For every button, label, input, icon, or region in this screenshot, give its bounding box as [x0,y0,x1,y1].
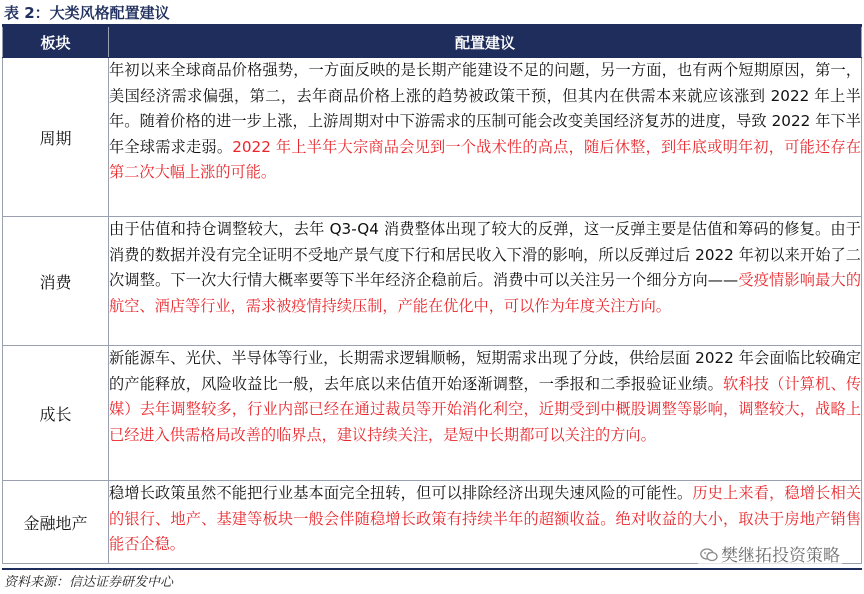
watermark-text: 樊继拓投资策略 [721,546,840,566]
advice-text: 由于估值和持仓调整较大，去年 Q3-Q4 消费整体出现了较大的反弹，这一反弹主要是估值和筹码的修复。由于消费的数据并没有完全证明不受地产景气度下行和居民收入下滑的影响，所以反弹过后 2022 年初以来开始了二次调整。下一次大行情大概率要等下半年经济企稳前后。消费中可以关注另一个细分方向—— [109,220,861,290]
advice-highlight: 2022 年上半年大宗商品会见到一个战术性的高点，随后休整，到年底或明年初，可能还存在第二次大幅上涨的可能。 [109,137,862,182]
advice-text: 稳增长政策虽然不能把行业基本面完全扭转，但可以排除经济出现失速风险的可能性。 [109,484,693,502]
table-row [3,58,862,217]
watermark [698,541,842,566]
advice-cell [109,217,862,346]
sector-cell: 金融地产 [3,481,109,564]
advice-highlight: 软科技（计算机、传媒）去年调整较多，行业内部已经在通过裁员等开始消化利空，近期受到中概股调整等影响，调整较大，战略上已经进入供需格局改善的临界点，建议持续关注，是短中长期都可以关注的方向。 [109,374,862,444]
table-bottom-rule [2,568,862,570]
header-sector: 板块 [3,26,109,58]
advice-cell [109,346,862,481]
table-row [3,217,862,346]
table-row [3,346,862,481]
advice-cell [109,58,862,217]
sector-cell: 消费 [3,217,109,346]
sector-cell: 周期 [3,58,109,217]
table-title: 表 2：大类风格配置建议 [4,4,170,22]
allocation-table [2,24,862,564]
source-note: 资料来源：信达证券研发中心 [4,575,174,590]
advice-highlight: 受疫情影响最大的航空、酒店等行业，需求被疫情持续压制，产能在优化中，可以作为年度关注方向。 [109,271,862,315]
sector-cell: 成长 [3,346,109,481]
advice-highlight: 历史上来看，稳增长相关的银行、地产、基建等板块一般会伴随稳增长政策有持续半年的超额收益。绝对收益的大小，取决于房地产销售能否企稳。 [109,484,862,554]
advice-text: 新能源车、光伏、半导体等行业，长期需求逻辑顺畅，短期需求出现了分歧，供给层面 2022 年会面临比较确定的产能释放，风险收益比一般，去年底以来估值开始逐渐调整，一季报和二季报验证业绩。 [109,349,861,393]
table-header-row [3,26,862,58]
wechat-icon [700,548,718,562]
header-advice: 配置建议 [109,26,862,58]
advice-text: 年初以来全球商品价格强势，一方面反映的是长期产能建设不足的问题，另一方面，也有两个短期原因，第一，美国经济需求偏强，第二，去年商品价格上涨的趋势被政策干预，但其内在供需本来就应该涨到 2022 年上半年。随着价格的进一步上涨，上游周期对中下游需求的压制可能会改变美国经济复苏的进度，导致 2022 年下半年全球需求走弱。 [109,61,861,156]
